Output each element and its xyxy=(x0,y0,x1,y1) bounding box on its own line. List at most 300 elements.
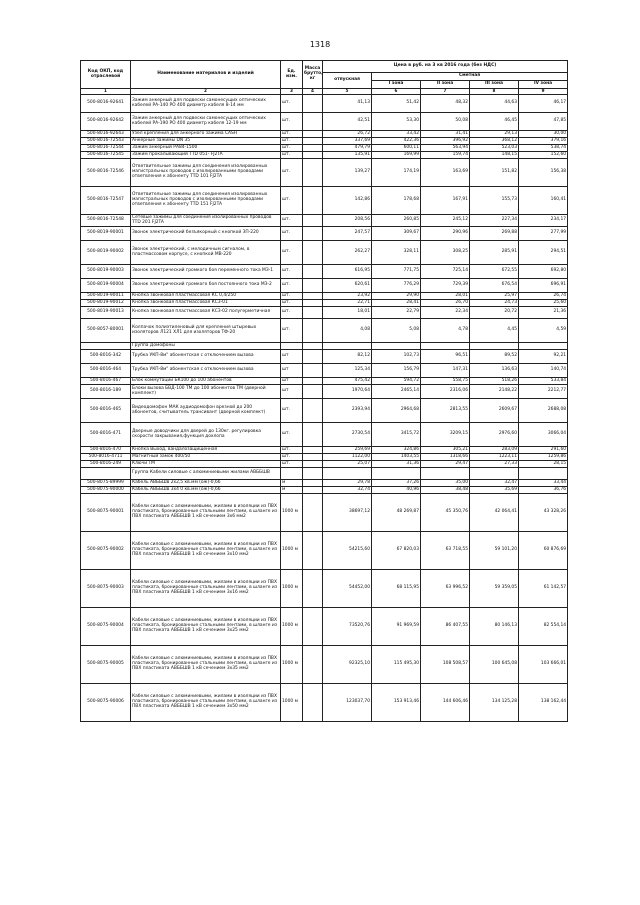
table-row xyxy=(81,532,568,570)
product-name: Кабели силовые с алюминиевыми, жилами в изоляции из ПВХ пластиката, бронированные стальными лентами, в шланге из ПВХ пластиката АВББШВ 1 кВ сечением 3х6 мм2 xyxy=(131,494,281,532)
product-code: 500-8075-90000 xyxy=(81,487,131,494)
zone1-price: 2465,14 xyxy=(372,385,421,399)
zone2-price: 26,70 xyxy=(421,300,470,307)
table-row xyxy=(81,145,568,152)
unit: 1000 м xyxy=(281,532,303,570)
zone1-price: 153 913,46 xyxy=(372,684,421,722)
table-row xyxy=(81,131,568,138)
zone4-price: 152,60 xyxy=(519,152,568,159)
zone2-price: 2813,55 xyxy=(421,399,470,423)
release-price: 73520,76 xyxy=(323,608,372,646)
product-name: Магнитный замок 400/50 xyxy=(131,454,281,461)
release-price: 259,69 xyxy=(323,447,372,454)
zone4-price: 46,17 xyxy=(519,95,568,113)
unit xyxy=(281,468,303,480)
release-price: 22,71 xyxy=(323,300,372,307)
release-price: 123037,70 xyxy=(323,684,372,722)
zone2-price: 167,91 xyxy=(421,187,470,215)
zone3-price: 1223,11 xyxy=(470,454,519,461)
group-row xyxy=(81,343,568,350)
zone4-price: 30,00 xyxy=(519,131,568,138)
release-price: 337,69 xyxy=(323,138,372,145)
zone2-price: 308,25 xyxy=(421,241,470,265)
release-price: 125,34 xyxy=(323,364,372,378)
table-row xyxy=(81,399,568,423)
table-row xyxy=(81,646,568,684)
zone1-price: 37,26 xyxy=(372,480,421,487)
gross-weight xyxy=(303,138,323,145)
gross-weight xyxy=(303,95,323,113)
product-code: 500-8016-189 xyxy=(81,385,131,399)
zone2-price: 28,01 xyxy=(421,293,470,300)
col-number: 7 xyxy=(421,89,470,95)
gross-weight xyxy=(303,454,323,461)
zone3-price: 368,12 xyxy=(470,138,519,145)
product-name: Кабель АВББШв 2х2,5 кв.мм (ож)-0,66 xyxy=(131,480,281,487)
table-row xyxy=(81,159,568,187)
unit: шт. xyxy=(281,113,303,131)
zone3-price: 25,97 xyxy=(470,293,519,300)
zone4-price: 26,74 xyxy=(519,293,568,300)
zone3-price: 151,82 xyxy=(470,159,519,187)
zone3-price: 2148,22 xyxy=(470,385,519,399)
zone3-price: 42 064,41 xyxy=(470,494,519,532)
release-price: 32,74 xyxy=(323,487,372,494)
product-name: Кабели силовые с алюминиевыми, жилами в изоляции из ПВХ пластиката, бронированные стальными лентами, в шланге из ПВХ пластиката АВББШВ 1 кВ сечением 3х35 мм2 xyxy=(131,646,281,684)
product-code: 500-8016-467 xyxy=(81,378,131,385)
zone2-price: 3209,15 xyxy=(421,423,470,447)
col-number: 1 xyxy=(81,89,131,95)
zone3-price: 672,55 xyxy=(470,265,519,279)
table-row xyxy=(81,684,568,722)
product-name: Колпачок полиэтиленовый для крепления штыревых изоляторов Л121 ХЛ1 для изоляторов ТФ-20 xyxy=(131,319,281,343)
gross-weight xyxy=(303,480,323,487)
unit: шт. xyxy=(281,307,303,319)
table-row xyxy=(81,385,568,399)
zone3-price: 20,72 xyxy=(470,307,519,319)
zone1-price: 5,08 xyxy=(372,319,421,343)
zone1-price: 178,68 xyxy=(372,187,421,215)
zone3-price: 2609,67 xyxy=(470,399,519,423)
zone1-price: 776,29 xyxy=(372,279,421,293)
product-name: Трубка УКП-8м" абонентская с отключением вызова xyxy=(131,350,281,364)
header-zone1: I зона xyxy=(372,81,421,89)
gross-weight xyxy=(303,684,323,722)
product-name: Звонок электрический громкого боя постоянного тока МЗ-2 xyxy=(131,279,281,293)
product-code xyxy=(81,468,131,480)
zone1-price: 115 495,30 xyxy=(372,646,421,684)
zone3-price: 269,88 xyxy=(470,227,519,241)
zone3-price: 80 146,13 xyxy=(470,608,519,646)
gross-weight xyxy=(303,152,323,159)
gross-weight xyxy=(303,461,323,468)
zone2-price: 50,08 xyxy=(421,113,470,131)
header-price-group: Цена в руб. на 3 кв 2016 года (без НДС) xyxy=(323,61,568,73)
table-row xyxy=(81,300,568,307)
zone2-price: 396,92 xyxy=(421,138,470,145)
gross-weight xyxy=(303,494,323,532)
zone3-price: 59 101,20 xyxy=(470,532,519,570)
unit: шт. xyxy=(281,399,303,423)
product-name: Блок коммутации БК100 до 100 абонентов xyxy=(131,378,281,385)
zone4-price xyxy=(519,468,568,480)
product-code: 500-8019-90012 xyxy=(81,300,131,307)
unit: 1000 м xyxy=(281,684,303,722)
gross-weight xyxy=(303,279,323,293)
zone3-price: 518,26 xyxy=(470,378,519,385)
gross-weight xyxy=(303,300,323,307)
zone4-price: 156,38 xyxy=(519,159,568,187)
zone2-price: 45 350,76 xyxy=(421,494,470,532)
unit: шт. xyxy=(281,447,303,454)
zone1-price: 328,11 xyxy=(372,241,421,265)
zone2-price xyxy=(421,468,470,480)
zone1-price: 594,72 xyxy=(372,378,421,385)
gross-weight xyxy=(303,215,323,227)
product-code: 500-8019-90011 xyxy=(81,293,131,300)
product-code: 500-8016-470 xyxy=(81,447,131,454)
zone1-price: 68 115,95 xyxy=(372,570,421,608)
product-code: 500-8057-80001 xyxy=(81,319,131,343)
zone1-price: 28,41 xyxy=(372,300,421,307)
zone4-price: 160,41 xyxy=(519,187,568,215)
product-name: Группа Кабели силовые с алюминиевыми жилами АВББШВ xyxy=(131,468,281,480)
gross-weight xyxy=(303,447,323,454)
product-code: 500-8019-90002 xyxy=(81,241,131,265)
product-code: 500-8016-92642 xyxy=(81,113,131,131)
release-price: 25,07 xyxy=(323,461,372,468)
product-name: Зажим прокалывающий ТТD 051- FJ2TA xyxy=(131,152,281,159)
zone1-price: 169,99 xyxy=(372,152,421,159)
zone2-price: 4,78 xyxy=(421,319,470,343)
group-row xyxy=(81,468,568,480)
product-code: 500-8016-92641 xyxy=(81,95,131,113)
unit: шт. xyxy=(281,145,303,152)
zone4-price: 3066,04 xyxy=(519,423,568,447)
zone4-price: 21,36 xyxy=(519,307,568,319)
product-code: 500-8016-4711 xyxy=(81,454,131,461)
product-name: Трубка УКП-8м" абонентская с отключением вызова xyxy=(131,364,281,378)
zone1-price: 48 269,87 xyxy=(372,494,421,532)
col-number: 5 xyxy=(323,89,372,95)
zone1-price xyxy=(372,468,421,480)
release-price: 42,51 xyxy=(323,113,372,131)
product-code: 500-8075-90004 xyxy=(81,608,131,646)
zone1-price: 309,67 xyxy=(372,227,421,241)
product-name: Кнопка Выход, вандалозащищенная xyxy=(131,447,281,454)
zone1-price: 600,11 xyxy=(372,145,421,152)
product-code xyxy=(81,343,131,350)
zone3-price: 148,15 xyxy=(470,152,519,159)
product-name: Сетевые зажимы для соединения изолированных проводов ТТD 201 FJ2TA xyxy=(131,215,281,227)
zone3-price: 676,54 xyxy=(470,279,519,293)
unit: шт xyxy=(281,350,303,364)
zone3-price: 32,47 xyxy=(470,480,519,487)
release-price: 23,92 xyxy=(323,293,372,300)
release-price: 2730,54 xyxy=(323,423,372,447)
release-price: 54215,60 xyxy=(323,532,372,570)
zone2-price xyxy=(421,343,470,350)
table-row xyxy=(81,95,568,113)
unit: шт. xyxy=(281,215,303,227)
gross-weight xyxy=(303,159,323,187)
product-name: Кабели силовые с алюминиевыми, жилами в изоляции из ПВХ пластиката, бронированные стальными лентами, в шланге из ПВХ пластиката АВББШВ 1 кВ сечением 3х10 мм2 xyxy=(131,532,281,570)
zone2-price: 35,00 xyxy=(421,480,470,487)
release-price xyxy=(323,468,372,480)
zone1-price: 771,75 xyxy=(372,265,421,279)
table-row xyxy=(81,307,568,319)
product-code: 500-8016-249 xyxy=(81,461,131,468)
gross-weight xyxy=(303,227,323,241)
zone2-price: 86 407,55 xyxy=(421,608,470,646)
product-name: Звонок электрический безъякорный с кнопкой ЗП-220 xyxy=(131,227,281,241)
product-code: 500-8075-90006 xyxy=(81,684,131,722)
product-name: Дверные доводчики для дверей до 130кг. регулировка скорости закрывания,функция дохлопа xyxy=(131,423,281,447)
release-price: 18,01 xyxy=(323,307,372,319)
product-code: 500-8016-72545 xyxy=(81,152,131,159)
zone2-price: 2316,06 xyxy=(421,385,470,399)
product-code: 500-8075-90001 xyxy=(81,494,131,532)
zone4-price: 33,44 xyxy=(519,480,568,487)
product-name: Ответвительные зажимы для соединения изолированных магистральных проводов с изолированными проводами ответвления к абоненту ТТD 151 FJ2TA xyxy=(131,187,281,215)
zone1-price: 33,42 xyxy=(372,131,421,138)
unit: м xyxy=(281,480,303,487)
zone3-price: 4,45 xyxy=(470,319,519,343)
gross-weight xyxy=(303,241,323,265)
col-number: 2 xyxy=(131,89,281,95)
release-price xyxy=(323,343,372,350)
table-row xyxy=(81,447,568,454)
zone2-price: 48,32 xyxy=(421,95,470,113)
zone2-price: 63 718,55 xyxy=(421,532,470,570)
release-price: 1970,64 xyxy=(323,385,372,399)
table-row xyxy=(81,378,568,385)
product-code: 500-8016-464 xyxy=(81,364,131,378)
zone1-price: 51,42 xyxy=(372,95,421,113)
table-row xyxy=(81,293,568,300)
gross-weight xyxy=(303,378,323,385)
product-code: 500-8075-90005 xyxy=(81,646,131,684)
unit: шт. xyxy=(281,423,303,447)
zone4-price: 138 162,44 xyxy=(519,684,568,722)
table-row xyxy=(81,461,568,468)
table-row xyxy=(81,152,568,159)
page-number: 1318 xyxy=(309,40,331,49)
product-name: Зажим анкерный для подвески самонесущих оптических кабелей РА-140 РО 400 диаметр кабеля 8-14 мм xyxy=(131,95,281,113)
unit: шт. xyxy=(281,319,303,343)
table-row xyxy=(81,487,568,494)
zone2-price: 147,31 xyxy=(421,364,470,378)
zone2-price: 725,14 xyxy=(421,265,470,279)
unit: 1000 м xyxy=(281,608,303,646)
release-price: 262,27 xyxy=(323,241,372,265)
col-number: 9 xyxy=(519,89,568,95)
release-price: 1122,00 xyxy=(323,454,372,461)
product-name: Кнопка звонковая пластмассовая КСЗ-02 полугерметичная xyxy=(131,307,281,319)
zone2-price: 159,74 xyxy=(421,152,470,159)
table-row xyxy=(81,187,568,215)
table-row xyxy=(81,265,568,279)
zone1-price: 22,79 xyxy=(372,307,421,319)
gross-weight xyxy=(303,385,323,399)
gross-weight xyxy=(303,423,323,447)
product-name: Блоки вызова БВД-100 ТМ до 100 абонентов ТМ (дверной комплект) xyxy=(131,385,281,399)
gross-weight xyxy=(303,487,323,494)
product-code: 500-8016-72546 xyxy=(81,159,131,187)
release-price: 479,79 xyxy=(323,145,372,152)
unit: м xyxy=(281,487,303,494)
unit: шт. xyxy=(281,138,303,145)
zone3-price: 136,63 xyxy=(470,364,519,378)
zone4-price: 538,74 xyxy=(519,145,568,152)
zone4-price: 2212,77 xyxy=(519,385,568,399)
release-price: 41,13 xyxy=(323,95,372,113)
zone2-price: 31,41 xyxy=(421,131,470,138)
zone3-price: 227,34 xyxy=(470,215,519,227)
col-number: 4 xyxy=(303,89,323,95)
zone2-price: 163,69 xyxy=(421,159,470,187)
product-name: Зажим анкерный РА84-1500 xyxy=(131,145,281,152)
release-price: 82,12 xyxy=(323,350,372,364)
zone4-price: 43 328,26 xyxy=(519,494,568,532)
zone2-price: 96,51 xyxy=(421,350,470,364)
zone1-price: 3415,72 xyxy=(372,423,421,447)
header-zone3: III зона xyxy=(470,81,519,89)
zone3-price xyxy=(470,468,519,480)
zone4-price: 28,15 xyxy=(519,461,568,468)
table-row xyxy=(81,480,568,487)
gross-weight xyxy=(303,532,323,570)
header-zone4: IV зона xyxy=(519,81,568,89)
unit xyxy=(281,343,303,350)
zone3-price: 155,73 xyxy=(470,187,519,215)
zone1-price: 31,36 xyxy=(372,461,421,468)
product-name: Звонок электрический, с мелодичным сигналом, в пластмассовом корпусе, с кнопкой МВ-220 xyxy=(131,241,281,265)
zone1-price xyxy=(372,343,421,350)
product-code: 500-8019-90013 xyxy=(81,307,131,319)
zone2-price: 563,94 xyxy=(421,145,470,152)
unit: шт. xyxy=(281,187,303,215)
release-price: 616,95 xyxy=(323,265,372,279)
release-price: 139,27 xyxy=(323,159,372,187)
product-code: 500-8016-92643 xyxy=(81,131,131,138)
zone2-price: 108 508,57 xyxy=(421,646,470,684)
product-code: 500-8016-72543 xyxy=(81,138,131,145)
product-name: Кабели силовые с алюминиевыми, жилами в изоляции из ПВХ пластиката, бронированные стальными лентами, в шланге из ПВХ пластиката АВББШВ 1 кВ сечением 3х25 мм2 xyxy=(131,608,281,646)
table-row xyxy=(81,138,568,145)
product-name: Анкерные зажимы DN 35 xyxy=(131,138,281,145)
zone1-price: 422,36 xyxy=(372,138,421,145)
unit: 1000 м xyxy=(281,570,303,608)
zone3-price: 100 645,08 xyxy=(470,646,519,684)
product-name: Кабели силовые с алюминиевыми, жилами в изоляции из ПВХ пластиката, бронированные стальными лентами, в шланге из ПВХ пластиката АВББШВ 1 кВ сечением 3х50 мм2 xyxy=(131,684,281,722)
zone1-price: 29,90 xyxy=(372,293,421,300)
unit: шт. xyxy=(281,461,303,468)
gross-weight xyxy=(303,646,323,684)
gross-weight xyxy=(303,350,323,364)
product-code: 500-8016-471 xyxy=(81,423,131,447)
release-price: 142,86 xyxy=(323,187,372,215)
product-name: Ответвительные зажимы для соединения изолированных магистральных проводов с изолированными проводами ответвления к абоненту ТТD 101 FJ2TA xyxy=(131,159,281,187)
zone4-price: 47,85 xyxy=(519,113,568,131)
zone1-price: 2964,68 xyxy=(372,399,421,423)
product-code: 500-8019-90001 xyxy=(81,227,131,241)
product-name: Группа Домофоны xyxy=(131,343,281,350)
table-row xyxy=(81,279,568,293)
zone2-price: 63 996,52 xyxy=(421,570,470,608)
product-name: Звонок электрический громкого боя переменного тока МЗ-1 xyxy=(131,265,281,279)
unit: 1000 м xyxy=(281,646,303,684)
product-name: Кнопка звонковая пластмассовая КСЗ-01 xyxy=(131,300,281,307)
zone3-price: 283,09 xyxy=(470,447,519,454)
unit: шт. xyxy=(281,241,303,265)
product-name: Кнопка звонковая пластмассовая КС 0,4/250 xyxy=(131,293,281,300)
product-name: Кабель АВББШв 3х4 0 кв.мм (ож)-0,66 xyxy=(131,487,281,494)
gross-weight xyxy=(303,265,323,279)
release-price: 29,78 xyxy=(323,480,372,487)
zone1-price: 260,85 xyxy=(372,215,421,227)
zone3-price: 523,03 xyxy=(470,145,519,152)
gross-weight xyxy=(303,113,323,131)
product-name: Кабели силовые с алюминиевыми, жилами в изоляции из ПВХ пластиката, бронированные стальными лентами, в шланге из ПВХ пластиката АВББШВ 1 кВ сечением 3х16 мм2 xyxy=(131,570,281,608)
product-name: Зажим анкерный для подвески самонесущих оптических кабелей РА-190 РО 400 диаметр кабеля 12-19 мм xyxy=(131,113,281,131)
zone1-price: 102,73 xyxy=(372,350,421,364)
zone2-price: 305,21 xyxy=(421,447,470,454)
zone2-price: 29,47 xyxy=(421,461,470,468)
zone1-price: 67 820,03 xyxy=(372,532,421,570)
zone2-price: 1318,66 xyxy=(421,454,470,461)
product-name: Ключи ТМ xyxy=(131,461,281,468)
release-price: 92325,10 xyxy=(323,646,372,684)
zone4-price: 294,51 xyxy=(519,241,568,265)
zone2-price: 558,75 xyxy=(421,378,470,385)
col-number: 8 xyxy=(470,89,519,95)
gross-weight xyxy=(303,468,323,480)
zone4-price: 291,60 xyxy=(519,447,568,454)
zone2-price: 290,96 xyxy=(421,227,470,241)
zone3-price: 89,52 xyxy=(470,350,519,364)
unit: шт. xyxy=(281,227,303,241)
header-gross: Масса брутто, кг xyxy=(303,61,323,89)
table-row xyxy=(81,423,568,447)
gross-weight xyxy=(303,293,323,300)
table-row xyxy=(81,570,568,608)
unit: шт. xyxy=(281,265,303,279)
table-row xyxy=(81,319,568,343)
product-name: Видеодомофон МАК аудиодомофон врезной до 200 абонентов, считыватель трансивант (дверной комплект) xyxy=(131,399,281,423)
table-row xyxy=(81,113,568,131)
zone1-price: 324,86 xyxy=(372,447,421,454)
product-code: 500-8019-90003 xyxy=(81,265,131,279)
header-zone2: II зона xyxy=(421,81,470,89)
zone4-price: 36,76 xyxy=(519,487,568,494)
gross-weight xyxy=(303,187,323,215)
product-name: Узел крепления для анкерного зажима CASH xyxy=(131,131,281,138)
zone4-price: 533,84 xyxy=(519,378,568,385)
zone4-price: 60 876,69 xyxy=(519,532,568,570)
zone3-price: 44,63 xyxy=(470,95,519,113)
zone4-price: 2688,08 xyxy=(519,399,568,423)
product-code: 500-8075-89999 xyxy=(81,480,131,487)
release-price: 208,56 xyxy=(323,215,372,227)
header-name: Наименование материалов и изделий xyxy=(131,61,281,89)
unit: шт. xyxy=(281,293,303,300)
gross-weight xyxy=(303,570,323,608)
zone3-price: 2976,60 xyxy=(470,423,519,447)
unit: шт. xyxy=(281,454,303,461)
unit: шт. xyxy=(281,152,303,159)
product-code: 500-8019-90004 xyxy=(81,279,131,293)
